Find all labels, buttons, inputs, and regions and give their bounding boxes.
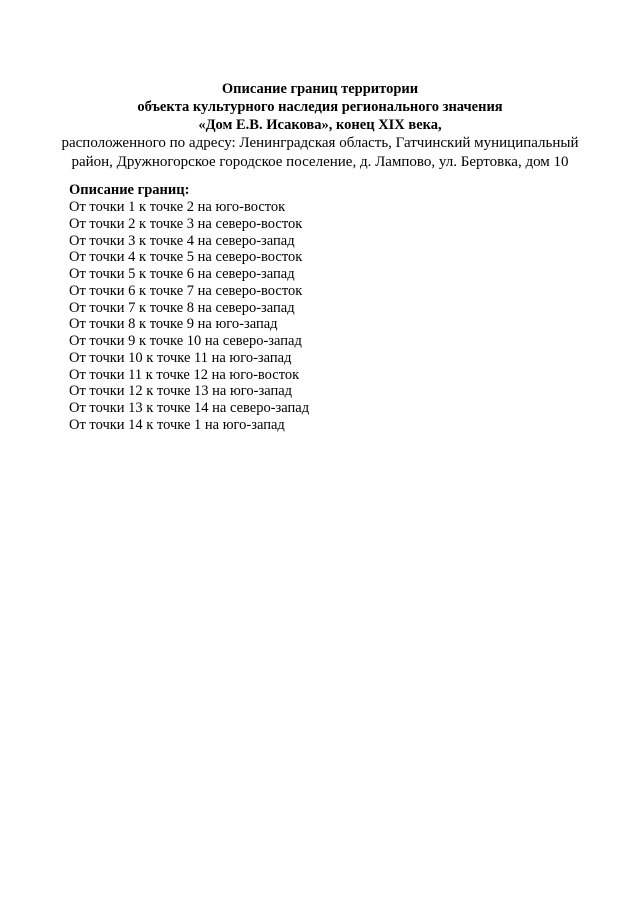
- document-title: Описание границ территории: [221, 81, 419, 97]
- boundary-item: От точки 13 к точке 14 на северо-запад: [69, 400, 310, 416]
- document-subtitle: объекта культурного наследия регионального значения: [137, 99, 503, 115]
- boundary-item: От точки 5 к точке 6 на северо-запад: [69, 266, 295, 282]
- boundary-item: От точки 14 к точке 1 на юго-запад: [69, 416, 285, 433]
- boundary-item: От точки 9 к точке 10 на северо-запад: [69, 333, 302, 349]
- boundary-list: [69, 199, 609, 434]
- boundary-item: От точки 8 к точке 9 на юго-запад: [69, 316, 278, 333]
- document-header: [0, 80, 640, 172]
- boundary-item: От точки 3 к точке 4 на северо-запад: [69, 232, 295, 249]
- boundary-item: От точки 1 к точке 2 на юго-восток: [69, 199, 286, 215]
- boundary-item: От точки 6 к точке 7 на северо-восток: [69, 282, 303, 299]
- boundary-description: [69, 182, 609, 434]
- boundary-item: От точки 2 к точке 3 на северо-восток: [69, 215, 303, 232]
- address-line-1: расположенного по адресу: Ленинградская область, Гатчинский муниципальный: [61, 135, 579, 151]
- boundary-item: От точки 7 к точке 8 на северо-запад: [69, 299, 295, 316]
- address-line-2: район, Дружногорское городское поселение, д. Лампово, ул. Бертовка, дом 10: [71, 154, 569, 170]
- object-name: «Дом Е.В. Исакова», конец XIX века,: [198, 117, 442, 133]
- boundary-description-title: Описание границ:: [69, 182, 190, 198]
- boundary-item: От точки 4 к точке 5 на северо-восток: [69, 249, 303, 266]
- boundary-item: От точки 10 к точке 11 на юго-запад: [69, 349, 292, 366]
- boundary-item: От точки 11 к точке 12 на юго-восток: [69, 366, 300, 383]
- boundary-item: От точки 12 к точке 13 на юго-запад: [69, 383, 293, 400]
